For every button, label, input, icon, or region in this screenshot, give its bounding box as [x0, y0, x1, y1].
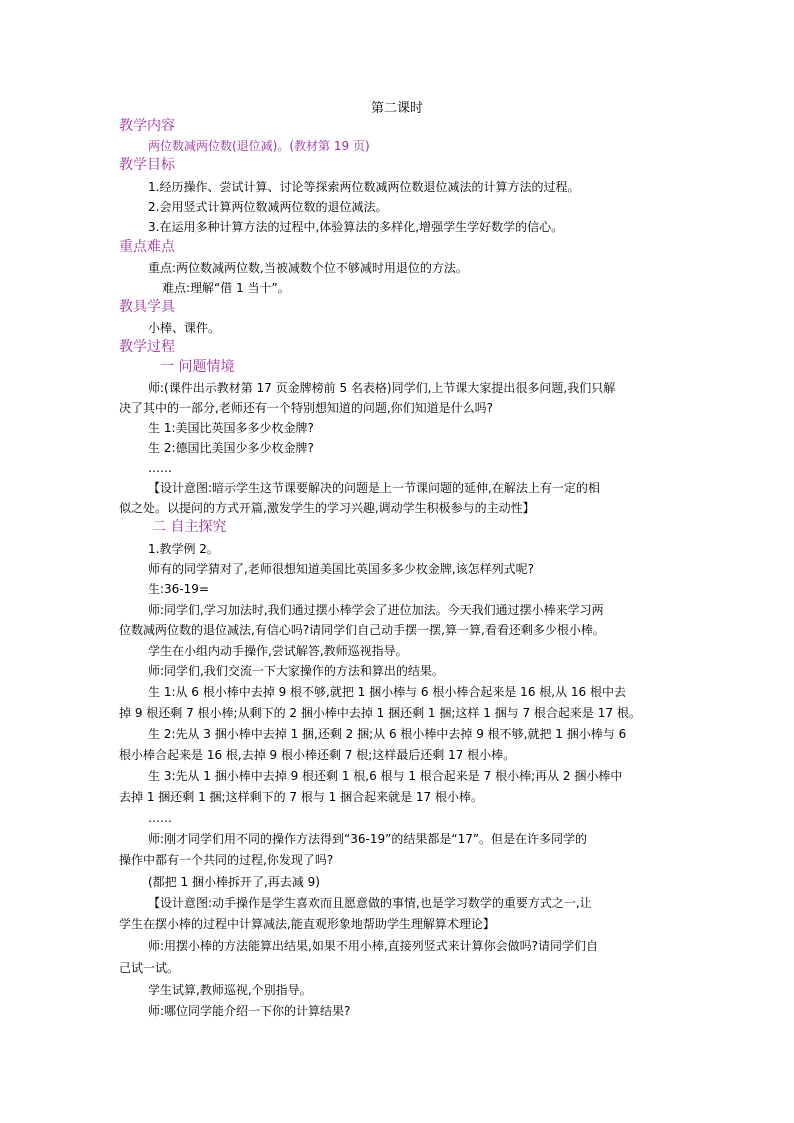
body-line: ……: [148, 461, 172, 475]
body-line: 己试一试。: [119, 961, 180, 975]
body-line: 生 3:先从 1 捆小棒中去掉 9 根还剩 1 根,6 根与 1 根合起来是 7 根小棒;再从 2 捆小棒中: [148, 769, 623, 783]
body-line: 位数减两位数的退位减法,有信心吗?请同学们自己动手摆一摆,算一算,看看还剩多少根小棒。: [119, 623, 605, 637]
heading-teaching-goals: 教学目标: [119, 157, 175, 173]
body-line: 去掉 1 捆还剩 1 捆;这样剩下的 7 根与 1 捆合起来就是 17 根小棒。: [119, 790, 483, 804]
heading-key-points: 重点难点: [119, 239, 175, 255]
goal-item: 2.会用竖式计算两位数减两位数的退位减法。: [148, 200, 388, 214]
body-line: 操作中都有一个共同的过程,你发现了吗?: [119, 853, 334, 867]
body-line: 决了其中的一部分,老师还有一个特别想知道的问题,你们知道是什么吗?: [119, 401, 494, 415]
body-line: 生 1:从 6 根小棒中去掉 9 根不够,就把 1 捆小棒与 6 根小棒合起来是 16 根,从 16 根中去: [148, 685, 626, 699]
body-line: 师:刚才同学们用不同的操作方法得到“36-19”的结果都是“17”。但是在许多同学的: [148, 832, 588, 846]
heading-teaching-content: 教学内容: [119, 118, 175, 134]
body-line: (都把 1 捆小棒拆开了,再去减 9): [148, 875, 320, 889]
teaching-content-text: 两位数减两位数(退位减)。(教材第 19 页): [148, 139, 370, 153]
body-line: 师:同学们,学习加法时,我们通过摆小棒学会了进位加法。今天我们通过摆小棒来学习两: [148, 603, 604, 617]
body-line: 生 2:德国比美国少多少枚金牌?: [148, 441, 314, 455]
page-title: 第二课时: [370, 101, 423, 116]
body-line: 学生试算,教师巡视,个别指导。: [148, 983, 312, 997]
body-line: 学生在小组内动手操作,尝试解答,教师巡视指导。: [148, 644, 408, 658]
design-intent-line: 学生在摆小棒的过程中计算减法,能直观形象地帮助学生理解算术理论】: [119, 917, 495, 931]
body-line: 生:36-19=: [148, 582, 209, 596]
body-line: 根小棒合起来是 16 根,去掉 9 根小棒还剩 7 根;这样最后还剩 17 根小棒。: [119, 748, 516, 762]
key-point-text: 重点:两位数减两位数,当被减数个位不够减时用退位的方法。: [148, 261, 468, 275]
body-line: 师:哪位同学能介绍一下你的计算结果?: [148, 1004, 351, 1018]
body-line: 师:同学们,我们交流一下大家操作的方法和算出的结果。: [148, 664, 444, 678]
body-line: 1.教学例 2。: [148, 542, 219, 556]
body-line: 师:用摆小棒的方法能算出结果,如果不用小棒,直接列竖式来计算你会做吗?请同学们自: [148, 939, 599, 953]
heading-teaching-tools: 教具学具: [119, 299, 175, 315]
subheading-self-exploration: 二 自主探究: [152, 519, 227, 535]
design-intent-line: 似之处。以提问的方式开篇,激发学生的学习兴趣,调动学生积极参与的主动性】: [119, 501, 535, 515]
body-line: 掉 9 根还剩 7 根小棒;从剩下的 2 捆小棒中去掉 1 捆还剩 1 捆;这样 1 捆与 7 根合起来是 17 根。: [119, 706, 641, 720]
body-line: 生 2:先从 3 捆小棒中去掉 1 捆,还剩 2 捆;从 6 根小棒中去掉 9 根不够,就把 1 捆小棒与 6: [148, 727, 627, 741]
subheading-problem-situation: 一 问题情境: [160, 359, 235, 375]
difficult-point-text: 难点:理解“借 1 当十”。: [162, 281, 290, 295]
heading-teaching-process: 教学过程: [119, 339, 175, 355]
body-line: 师:(课件出示教材第 17 页金牌榜前 5 名表格)同学们,上节课大家提出很多问题,我们只解: [148, 381, 616, 395]
body-line: ……: [148, 811, 172, 825]
goal-item: 1.经历操作、尝试计算、讨论等探索两位数减两位数退位减法的计算方法的过程。: [148, 180, 580, 194]
body-line: 生 1:美国比英国多多少枚金牌?: [148, 421, 314, 435]
teaching-tools-text: 小棒、课件。: [148, 321, 221, 335]
goal-item: 3.在运用多种计算方法的过程中,体验算法的多样化,增强学生学好数学的信心。: [148, 220, 564, 234]
design-intent-line: 【设计意图:暗示学生这节课要解决的问题是上一节课问题的延伸,在解法上有一定的相: [148, 481, 600, 495]
design-intent-line: 【设计意图:动手操作是学生喜欢而且愿意做的事情,也是学习数学的重要方式之一,让: [148, 896, 592, 910]
body-line: 师有的同学猜对了,老师很想知道美国比英国多多少枚金牌,该怎样列式呢?: [148, 562, 535, 576]
